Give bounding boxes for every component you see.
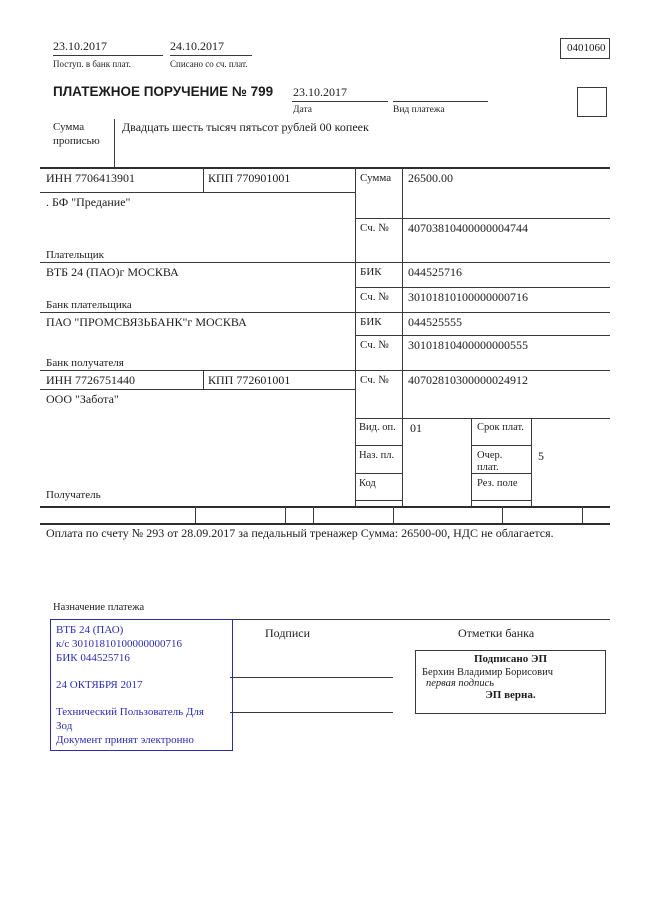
payer-bank-bik-label: БИК (360, 266, 382, 278)
vid-op-label: Вид. оп. (359, 422, 396, 433)
operation-grid-h2a (355, 473, 402, 474)
bank-marks-label: Отметки банка (458, 626, 535, 640)
payment-type-box (577, 87, 607, 117)
sum-account-divider (355, 218, 610, 219)
blue-stamp-user-line2: Зод (56, 720, 73, 732)
payee-name: ООО "Забота" (46, 392, 119, 406)
code-row-v5 (502, 506, 503, 523)
payer-bank-label: Банк плательщика (46, 299, 132, 311)
signature-line-1 (230, 677, 393, 678)
operation-grid-h3a (355, 500, 402, 501)
payee-inn-row-border (40, 389, 355, 390)
rez-pole-label: Рез. поле (477, 478, 518, 489)
blue-stamp-user-line1: Технический Пользователь Для (56, 706, 204, 718)
signatures-label: Подписи (265, 626, 311, 640)
stamp-signature-kind: первая подпись (426, 678, 495, 689)
document-date: 23.10.2017 (293, 85, 347, 99)
amount-words-label-1: Сумма (53, 121, 85, 133)
payee-bank-bik: 044525555 (408, 315, 462, 329)
payer-inn: ИНН 7706413901 (46, 171, 135, 185)
operation-grid-h1b (471, 445, 531, 446)
sum-label: Сумма (360, 172, 392, 184)
payer-name: . БФ "Предание" (46, 195, 131, 209)
amount-words-label-2: прописью (53, 135, 100, 147)
amount-words-divider (114, 119, 115, 168)
code-row-v3 (313, 506, 314, 523)
date-label: Дата (293, 105, 312, 115)
payer-inn-kpp-divider (203, 167, 204, 192)
kod-label: Код (359, 478, 376, 489)
ocher-plat-value: 5 (538, 449, 544, 463)
blue-stamp-date: 24 ОКТЯБРЯ 2017 (56, 679, 143, 691)
stamp-verified-text: ЭП верна. (485, 689, 536, 701)
signature-verification-stamp (415, 650, 606, 714)
payer-bank-row-divider (355, 287, 610, 288)
srok-plat-label: Срок плат. (477, 422, 524, 433)
debited-date: 24.10.2017 (170, 39, 224, 53)
purpose-label: Назначение платежа (53, 602, 145, 613)
payee-bank-bik-label: БИК (360, 316, 382, 328)
received-date-label: Поступ. в банк плат. (53, 59, 131, 69)
received-date-underline (53, 55, 163, 56)
naz-pl-label: Наз. пл. (359, 450, 395, 461)
blue-stamp-corr-account: к/с 30101810100000000716 (56, 638, 183, 650)
purpose-underline (232, 619, 610, 620)
payer-bank-account: 30101810100000000716 (408, 290, 528, 304)
bank-electronic-stamp (50, 619, 233, 751)
payee-account-label: Сч. № (360, 374, 389, 386)
payer-bank-name: ВТБ 24 (ПАО)г МОСКВА (46, 265, 179, 279)
payer-bank-section-border (40, 312, 610, 313)
payment-type-underline (393, 101, 488, 102)
payer-account-label: Сч. № (360, 222, 389, 234)
code-row-v6 (582, 506, 583, 523)
payer-kpp: КПП 770901001 (208, 171, 291, 185)
purpose-text: Оплата по счету № 293 от 28.09.2017 за педальный тренажер Сумма: 26500-00, НДС не облагается. (46, 526, 554, 540)
payee-bank-section-border (40, 370, 610, 371)
payee-bank-account: 30101810400000000555 (408, 338, 528, 352)
stamp-signer-name: Берхин Владимир Борисович (422, 667, 553, 678)
stamp-signed-title: Подписано ЭП (473, 653, 548, 665)
payer-label: Плательщик (46, 249, 104, 261)
debited-date-underline (170, 55, 252, 56)
payee-kpp: КПП 772601001 (208, 373, 291, 387)
code-row-v2 (285, 506, 286, 523)
payee-inn: ИНН 7726751440 (46, 373, 135, 387)
payee-bank-label: Банк получателя (46, 357, 124, 369)
payee-bank-row-divider (355, 335, 610, 336)
blue-stamp-accepted: Документ принят электронно (56, 734, 194, 746)
operation-grid-h1a (355, 445, 402, 446)
operation-grid-h3b (471, 500, 531, 501)
payer-account: 40703810400000004744 (408, 221, 528, 235)
sum-value: 26500.00 (408, 171, 453, 185)
debited-date-label: Списано со сч. плат. (170, 59, 248, 69)
payer-inn-row-border (40, 192, 355, 193)
code-row-v1 (195, 506, 196, 523)
operation-grid-v1 (471, 418, 472, 506)
operation-grid-top (355, 418, 610, 419)
date-underline (292, 101, 388, 102)
payee-label: Получатель (46, 489, 101, 501)
signature-line-2 (230, 712, 393, 713)
operation-grid-v2 (531, 418, 532, 506)
document-title: ПЛАТЕЖНОЕ ПОРУЧЕНИЕ № 799 (53, 84, 274, 99)
payment-type-label: Вид платежа (393, 105, 445, 115)
payee-inn-kpp-divider (203, 370, 204, 389)
code-row-v4 (393, 506, 394, 523)
blue-stamp-bik: БИК 044525716 (56, 652, 130, 664)
blue-stamp-bank-name: ВТБ 24 (ПАО) (56, 624, 124, 636)
table-top-border (40, 167, 610, 169)
form-code: 0401060 (567, 42, 606, 54)
payee-section-border (40, 506, 610, 508)
payer-bank-bik: 044525716 (408, 265, 462, 279)
code-row-bottom-border (40, 523, 610, 525)
payee-bank-account-label: Сч. № (360, 339, 389, 351)
received-date: 23.10.2017 (53, 39, 107, 53)
payee-account: 40702810300000024912 (408, 373, 528, 387)
amount-words-value: Двадцать шесть тысяч пятьсот рублей 00 копеек (122, 120, 369, 134)
payee-bank-name: ПАО "ПРОМСВЯЗЬБАНК"г МОСКВА (46, 315, 247, 329)
payer-section-border (40, 262, 610, 263)
vid-op-value: 01 (410, 421, 422, 435)
payer-bank-account-label: Сч. № (360, 291, 389, 303)
ocher-plat-label: Очер. плат. (477, 450, 503, 474)
form-code-box (560, 38, 610, 59)
